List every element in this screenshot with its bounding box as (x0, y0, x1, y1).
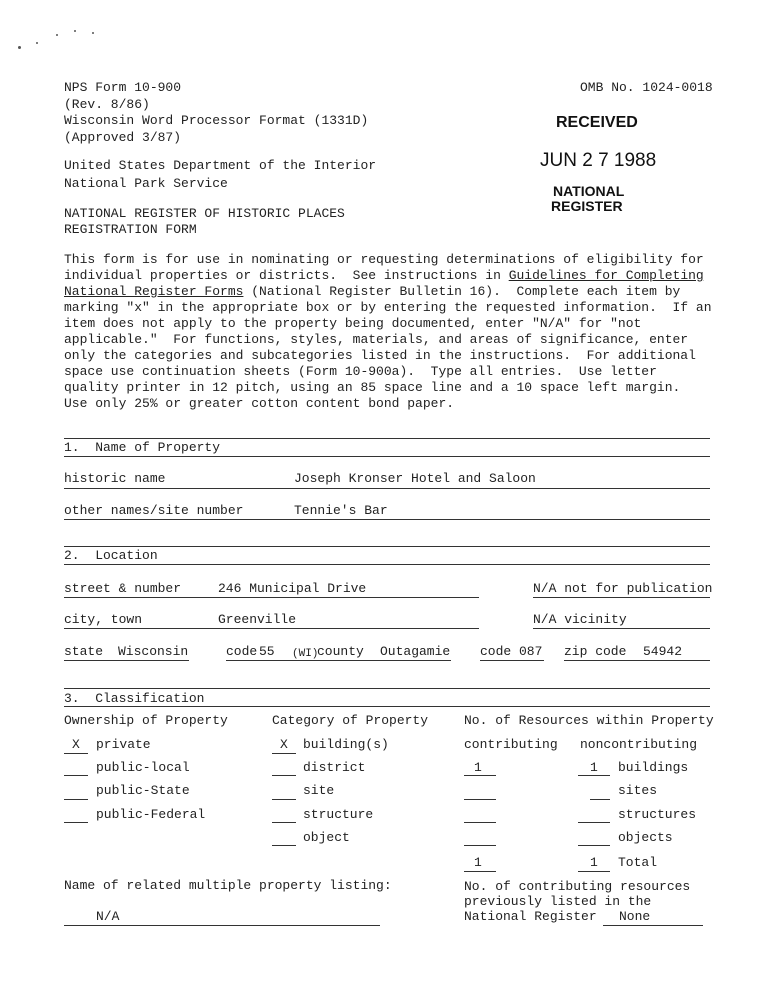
street-label: street & number (64, 581, 182, 596)
field-line (564, 660, 710, 661)
section-divider (64, 546, 710, 547)
state-code-label: code (226, 644, 258, 659)
zip-value: 54942 (643, 644, 683, 659)
checkbox-blank[interactable] (64, 753, 88, 754)
ownership-label: private (96, 737, 151, 752)
ownership-mark[interactable]: X (72, 737, 80, 752)
count-blank[interactable] (464, 871, 496, 872)
agency: National Park Service (64, 176, 228, 191)
noncontributing-heading: noncontributing (580, 737, 698, 752)
count-blank[interactable] (578, 871, 610, 872)
resource-label: buildings (618, 760, 689, 775)
category-label: building(s) (303, 737, 389, 752)
field-line (64, 925, 380, 926)
scan-speck (92, 32, 94, 34)
section1-heading: 1. Name of Property (64, 440, 221, 455)
other-names-label: other names/site number (64, 503, 244, 518)
field-line (533, 628, 710, 629)
previously-listed-value: None (619, 909, 651, 924)
checkbox-blank[interactable] (64, 799, 88, 800)
street-value: 246 Municipal Drive (218, 581, 367, 596)
count-blank[interactable] (578, 845, 610, 846)
scan-speck (74, 30, 76, 32)
count-blank[interactable] (578, 822, 610, 823)
noncontributing-count[interactable]: 1 (590, 760, 598, 775)
instructions-paragraph: This form is for use in nominating or requesting determinations of eligibility for individual properties or districts. See instructions in Guidelines for Completing National Register Forms (National Register Bulletin 16). Complete each item by marking "x" in the appropriate box or by entering the requested information. If an item does not apply to the property being documented, enter "N/A" for "not applicable." For functions, styles, materials, and areas of significance, enter only the categories and subcategories listed in the instructions. For additional space use continuation sheets (Form 10-900a). Type all entries. Use letter quality printer in 12 pitch, using an 85 space line and a 10 space left margin. Use only 25% or greater cotton content bond paper. (64, 252, 712, 411)
state-value: Wisconsin (118, 644, 189, 659)
register-title: NATIONAL REGISTER OF HISTORIC PLACES (64, 206, 345, 221)
resource-label: structures (618, 807, 697, 822)
resource-label: sites (618, 783, 658, 798)
resource-total-label: Total (618, 855, 658, 870)
section-underline (64, 456, 710, 457)
category-mark[interactable]: X (280, 737, 288, 752)
field-line (533, 597, 710, 598)
field-line (64, 519, 710, 520)
checkbox-blank[interactable] (272, 753, 296, 754)
ownership-label: public-local (96, 760, 190, 775)
field-line (64, 488, 710, 489)
multiple-listing-value: N/A (96, 909, 120, 924)
not-for-publication: N/A not for publication (533, 581, 713, 596)
contributing-heading: contributing (464, 737, 558, 752)
count-blank[interactable] (590, 799, 610, 800)
form-format: Wisconsin Word Processor Format (1331D) (64, 113, 369, 128)
count-blank[interactable] (464, 775, 496, 776)
count-blank[interactable] (464, 822, 496, 823)
form-approved: (Approved 3/87) (64, 130, 182, 145)
section3-heading: 3. Classification (64, 691, 205, 706)
form-title: REGISTRATION FORM (64, 222, 197, 237)
city-value: Greenville (218, 612, 297, 627)
section2-heading: 2. Location (64, 548, 158, 563)
count-blank[interactable] (578, 775, 610, 776)
ownership-heading: Ownership of Property (64, 713, 228, 728)
field-line (64, 660, 189, 661)
field-line (64, 628, 479, 629)
ownership-label: public-Federal (96, 807, 206, 822)
checkbox-blank[interactable] (272, 775, 296, 776)
historic-name-label: historic name (64, 471, 166, 486)
resource-label: objects (618, 830, 673, 845)
contributing-count[interactable]: 1 (474, 760, 482, 775)
state-label: state (64, 644, 104, 659)
scan-speck (56, 34, 58, 36)
category-heading: Category of Property (272, 713, 429, 728)
checkbox-blank[interactable] (64, 775, 88, 776)
historic-name-value: Joseph Kronser Hotel and Saloon (294, 471, 536, 486)
scan-speck (18, 46, 21, 49)
checkbox-blank[interactable] (272, 845, 296, 846)
category-label: district (303, 760, 366, 775)
stamp-date: JUN 2 7 1988 (540, 150, 657, 171)
field-line (226, 660, 451, 661)
multiple-listing-label: Name of related multiple property listing: (64, 878, 392, 893)
field-line (480, 660, 544, 661)
county-code: code 087 (480, 644, 543, 659)
section-underline (64, 706, 710, 707)
previously-listed-line2: previously listed in the (464, 894, 652, 909)
ownership-label: public-State (96, 783, 190, 798)
section-divider (64, 438, 710, 439)
zip-label: zip code (564, 644, 627, 659)
category-label: site (303, 783, 335, 798)
vicinity: N/A vicinity (533, 612, 627, 627)
category-label: object (303, 830, 350, 845)
form-revision: (Rev. 8/86) (64, 97, 150, 112)
stamp-received: RECEIVED (556, 114, 638, 131)
stamp-national: NATIONAL (553, 183, 625, 199)
previously-listed-line3: National Register (464, 909, 597, 924)
field-line (64, 597, 479, 598)
omb-number: OMB No. 1024-0018 (580, 80, 713, 95)
field-line (603, 925, 703, 926)
other-names-value: Tennie's Bar (294, 503, 388, 518)
state-abbrev: (WI) (292, 648, 319, 660)
form-number: NPS Form 10-900 (64, 80, 182, 95)
county-value: Outagamie (380, 644, 451, 659)
state-code-value: 55 (259, 644, 275, 659)
section-divider (64, 688, 710, 689)
checkbox-blank[interactable] (64, 822, 88, 823)
department: United States Department of the Interior (64, 158, 377, 173)
city-label: city, town (64, 612, 143, 627)
scan-speck (36, 42, 38, 44)
resources-heading: No. of Resources within Property (464, 713, 714, 728)
county-label: county (317, 644, 364, 659)
noncontributing-total[interactable]: 1 (590, 855, 598, 870)
stamp-register: REGISTER (551, 198, 623, 214)
checkbox-blank[interactable] (272, 822, 296, 823)
section-underline (64, 564, 710, 565)
category-label: structure (303, 807, 374, 822)
count-blank[interactable] (464, 799, 496, 800)
checkbox-blank[interactable] (272, 799, 296, 800)
count-blank[interactable] (464, 845, 496, 846)
contributing-total[interactable]: 1 (474, 855, 482, 870)
previously-listed-line1: No. of contributing resources (464, 879, 691, 894)
